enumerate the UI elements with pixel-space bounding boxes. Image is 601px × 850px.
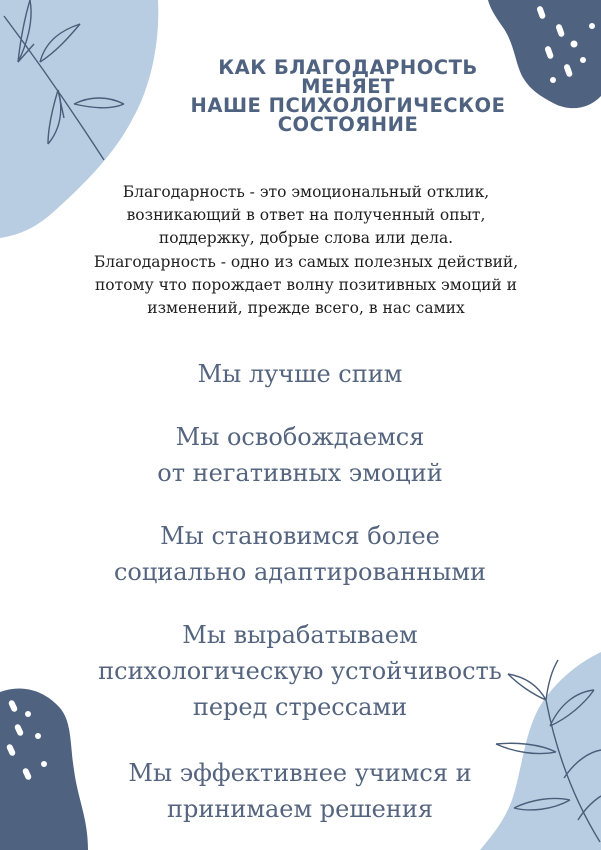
benefit-line: Мы вырабатываем <box>182 621 418 649</box>
benefit-item <box>60 356 540 392</box>
benefit-line: психологическую устойчивость <box>98 657 502 685</box>
intro-line: возникающий в ответ на полученный опыт, <box>126 206 486 225</box>
intro-line: Благодарность - одно из самых полезных действий, <box>93 252 519 271</box>
benefit-line: Мы эффективнее учимся и <box>128 759 472 787</box>
intro-line: потому что порождает волну позитивных эмоций и <box>94 275 518 294</box>
intro-paragraph <box>56 181 556 320</box>
title-line: НАШЕ ПСИХОЛОГИЧЕСКОЕ <box>190 94 506 117</box>
benefit-item <box>60 518 540 590</box>
benefit-item <box>60 617 540 725</box>
benefit-line: Мы освобождаемся <box>175 423 425 451</box>
title-line: КАК БЛАГОДАРНОСТЬ <box>218 56 478 79</box>
intro-line: изменений, прежде всего, в нас самих <box>147 299 465 318</box>
title-line: МЕНЯЕТ <box>301 75 395 98</box>
benefit-line: от негативных эмоций <box>157 459 443 487</box>
benefit-item <box>60 755 540 827</box>
page-title <box>150 58 546 134</box>
benefit-line: Мы становимся более <box>160 522 440 550</box>
benefit-item <box>60 419 540 491</box>
intro-line: поддержку, добрые слова или дела. <box>158 229 454 248</box>
benefit-line: перед стрессами <box>192 693 408 721</box>
benefit-line: Мы лучше спим <box>197 360 403 388</box>
title-line: СОСТОЯНИЕ <box>277 113 419 136</box>
benefit-line: принимаем решения <box>166 795 434 823</box>
benefit-line: социально адаптированными <box>113 558 487 586</box>
intro-line: Благодарность - это эмоциональный отклик, <box>122 183 490 201</box>
